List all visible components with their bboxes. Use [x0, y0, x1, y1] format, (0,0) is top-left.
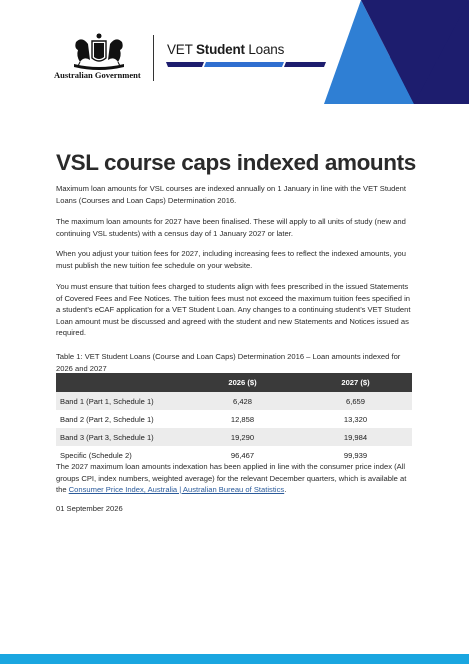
value-2027: 19,984 — [299, 428, 412, 446]
main-content — [56, 150, 416, 513]
value-2026: 19,290 — [186, 428, 299, 446]
header-divider — [153, 35, 154, 81]
paragraph-1: Maximum loan amounts for VSL courses are indexed annually on 1 January in line with the VET Student Loans (Courses and Loan Caps) Determination 2016. — [56, 184, 406, 205]
table-caption: Table 1: VET Student Loans (Course and Loan Caps) Determination 2016 – Loan amounts indexed for 2026 and 2027 — [56, 352, 401, 373]
table-row — [56, 428, 412, 446]
publication-date: 01 September 2026 — [56, 504, 123, 513]
header-2026: 2026 ($) — [186, 373, 299, 392]
header-2027: 2027 ($) — [299, 373, 412, 392]
value-2027: 6,659 — [299, 392, 412, 410]
loan-amounts-table — [56, 373, 412, 464]
table-row — [56, 392, 412, 410]
vsl-suffix: Loans — [244, 42, 285, 57]
vsl-logo-band — [166, 62, 326, 67]
corner-triangle-graphic — [324, 0, 469, 104]
abs-cpi-link[interactable]: Consumer Price Index, Australia | Australian Bureau of Statistics — [68, 485, 285, 494]
value-2026: 6,428 — [186, 392, 299, 410]
value-2026: 96,467 — [230, 450, 255, 460]
page-title: VSL course caps indexed amounts — [56, 150, 416, 175]
table-row — [56, 410, 412, 428]
footer-bar — [0, 654, 469, 664]
row-label: Band 2 (Part 2, Schedule 1) — [60, 414, 154, 424]
row-label: Band 3 (Part 3, Schedule 1) — [56, 428, 186, 446]
paragraph-3: When you adjust your tuition fees for 2027, including increasing fees to reflect the indexed amounts, you must publish the new tuition fee schedule on your website. — [56, 249, 406, 270]
government-name: Australian Government — [54, 70, 141, 80]
page-header — [0, 0, 469, 120]
paragraph-4: You must ensure that tuition fees charged to students align with fees prescribed in the issued Statements of Covered Fees and Fee Notices. The tuition fees must not exceed the maximum tuition fees specified in a student’s eCAF application for a VET Student Loan. Any changes to a continuing student’s VET Student Loan amount must be discussed and agreed with the student and new Statements and Notices issued as required. — [56, 282, 411, 337]
row-label: Specific (Schedule 2) — [60, 450, 132, 460]
indexation-text: The 2027 maximum loan amounts indexation has been applied in line with the consumer price index (All groups CPI, index numbers, weighted average) for the relevant December quarters, which is available at the — [56, 462, 407, 494]
value-2027: 13,320 — [343, 414, 368, 424]
vsl-prefix: VET — [167, 42, 196, 57]
indexation-end: . — [284, 485, 287, 494]
row-label: Band 1 (Part 1, Schedule 1) — [56, 392, 186, 410]
header-band — [56, 373, 186, 392]
table-header-row — [56, 373, 412, 392]
vsl-bold: Student — [195, 42, 245, 57]
value-2026: 12,858 — [230, 414, 255, 424]
vsl-logo-text — [167, 42, 284, 57]
indexation-note — [56, 461, 416, 496]
paragraph-2: The maximum loan amounts for 2027 have been finalised. These will apply to all units of study (new and continuing VSL students) with a census day of 1 January 2027 or later. — [56, 217, 406, 238]
value-2027: 99,939 — [343, 450, 368, 460]
